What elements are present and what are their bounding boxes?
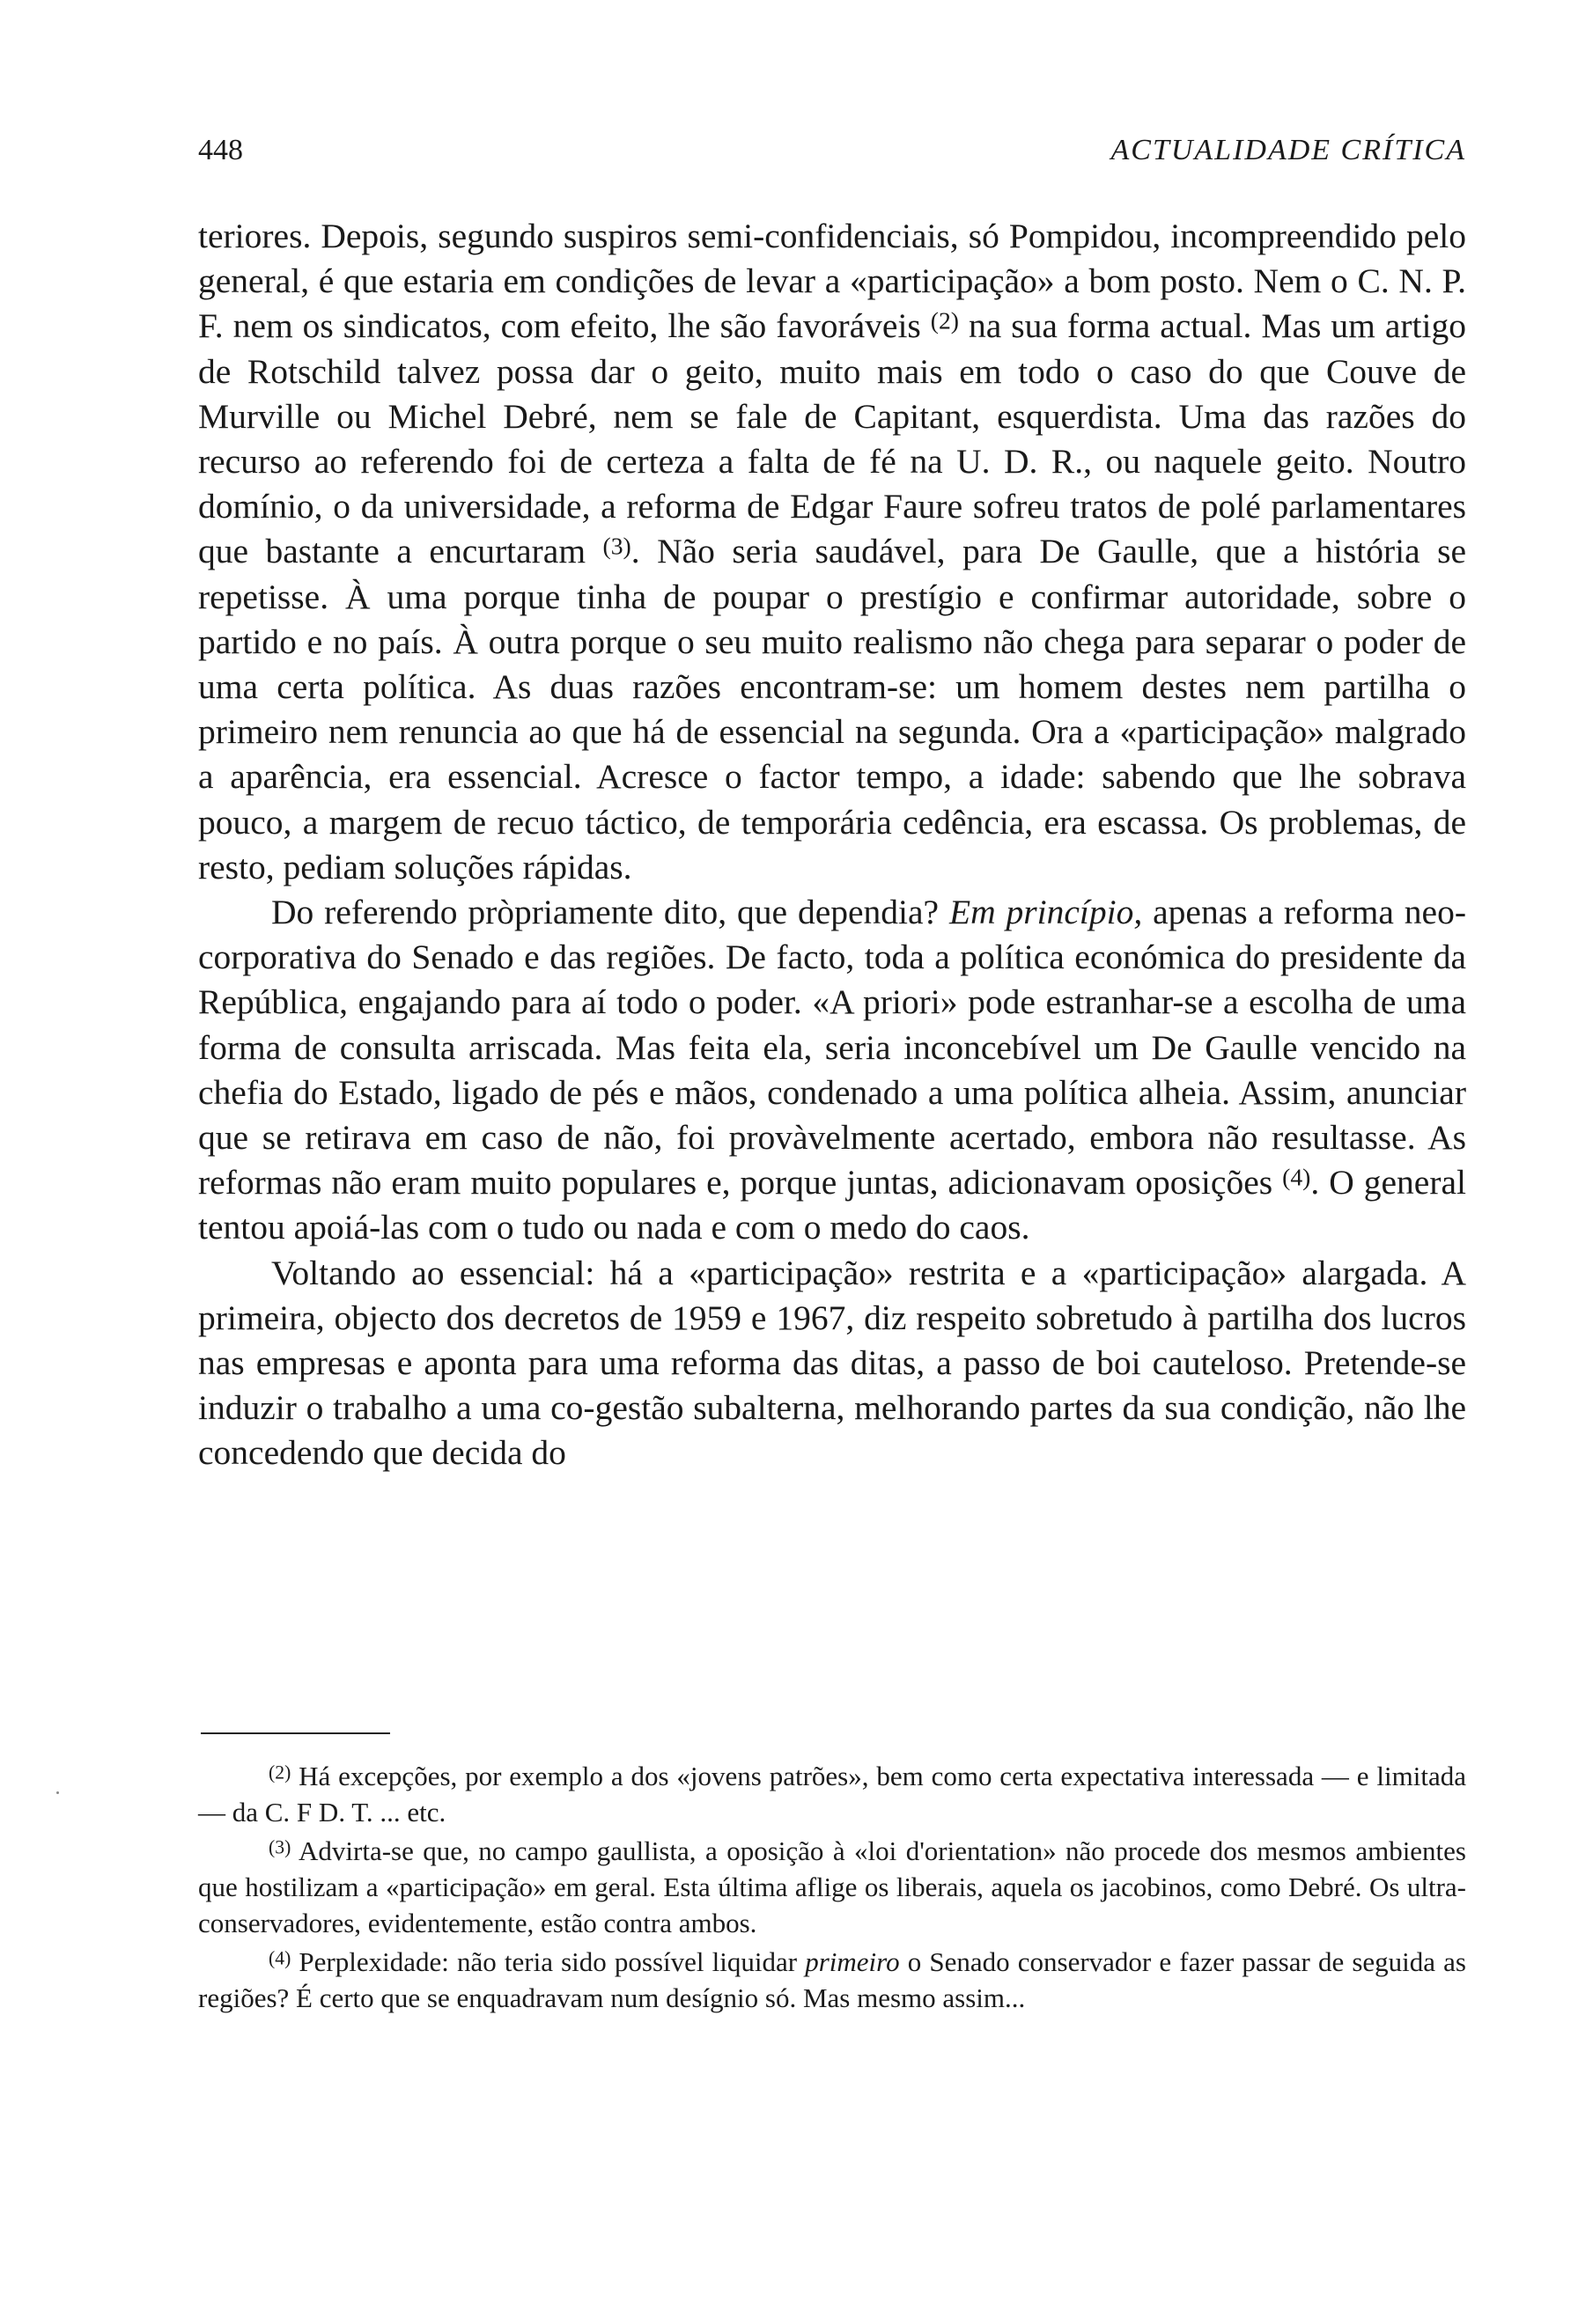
- footnote-ref-3[interactable]: (3): [602, 532, 631, 560]
- paragraph-2: Do referendo pròpriamente dito, que dependia? Em princípio, apenas a reforma neo-corporativa do Senado e das regiões. De facto, toda a política económica do presidente da República, engajando para aí todo o poder. «A priori» pode estranhar-se a escolha de uma forma de consulta arriscada. Mas feita ela, seria inconcebível um De Gaulle vencido na chefia do Estado, ligado de pés e mãos, condenado a uma política alheia. Assim, anunciar que se retirava em caso de não, foi provàvelmente acertado, embora não resultasse. As reformas não eram muito populares e, porque juntas, adicionavam oposições $^{(4)}$. O general tentou apoiá-las com o tudo ou nada e com o medo do caos.: [198, 893, 1466, 1247]
- footnote-4: $^{(4)}$ Perplexidade: não teria sido possível liquidar primeiro o Senado conservador e fazer passar de seguida as regiões? É certo que se enquadravam num desígnio só. Mas mesmo assim...: [198, 1946, 1466, 2013]
- page-number: 448: [198, 134, 243, 166]
- footnote-3: $^{(3)}$ Advirta-se que, no campo gaullista, a oposição à «loi d'orientation» não procede dos mesmos ambientes que hostilizam a «participação» em geral. Esta última aflige os liberais, aquela os jacobinos, como Debré. Os ultra-conservadores, evidentemente, estão contra ambos.: [198, 1835, 1466, 1938]
- footnote-mark-4: (4): [269, 1947, 291, 1969]
- body-text: [198, 214, 1466, 1476]
- emphasis: Em princípio,: [948, 893, 1143, 932]
- emphasis: primeiro: [805, 1946, 900, 1977]
- footnote-ref-2[interactable]: (2): [930, 306, 960, 335]
- scan-speck: [56, 1791, 59, 1794]
- footnote-divider: [201, 1732, 390, 1734]
- paragraph-3: Voltando ao essencial: há a «participação» restrita e a «participação» alargada. A primeira, objecto dos decretos de 1959 e 1967, diz respeito sobretudo à partilha dos lucros nas empresas e aponta para uma reforma das ditas, a passo de boi cauteloso. Pretende-se induzir o trabalho a uma co-gestão subalterna, melhorando partes da sua condição, não lhe concedendo que decida do: [198, 1253, 1466, 1473]
- running-title: ACTUALIDADE CRÍTICA: [1110, 134, 1466, 166]
- paragraph-1: teriores. Depois, segundo suspiros semi-confidenciais, só Pompidou, incompreendido pelo general, é que estaria em condições de levar a «participação» a bom posto. Nem o C. N. P. F. nem os sindicatos, com efeito, lhe são favoráveis $^{(2)}$ na sua forma actual. Mas um artigo de Rotschild talvez possa dar o geito, muito mais em todo o caso do que Couve de Murville ou Michel Debré, nem se fale de Capitant, esquerdista. Uma das razões do recurso ao referendo foi de certeza a falta de fé na U. D. R., ou naquele geito. Noutro domínio, o da universidade, a reforma de Edgar Faure sofreu tratos de polé parlamentares que bastante a encurtaram $^{(3)}$. Não seria saudável, para De Gaulle, que a história se repetisse. À uma porque tinha de poupar o prestígio e confirmar autoridade, sobre o partido e no país. À outra porque o seu muito realismo não chega para separar o poder de uma certa política. As duas razões encontram-se: um homem destes nem partilha o primeiro nem renuncia ao que há de essencial na segunda. Ora a «participação» malgrado a aparência, era essencial. Acresce o factor tempo, a idade: sabendo que lhe sobrava pouco, a margem de recuo táctico, de temporária cedência, era escassa. Os problemas, de resto, pediam soluções rápidas.: [198, 217, 1466, 886]
- footnotes: [198, 1758, 1466, 2019]
- footnote-2: $^{(2)}$ Há excepções, por exemplo a dos «jovens patrões», bem como certa expectativa interessada — e limitada — da C. F D. T. ... etc.: [198, 1761, 1466, 1828]
- footnote-mark-3: (3): [269, 1836, 291, 1858]
- footnote-ref-4[interactable]: (4): [1282, 1163, 1311, 1191]
- page-header: [198, 134, 1466, 176]
- footnote-mark-2: (2): [269, 1761, 291, 1783]
